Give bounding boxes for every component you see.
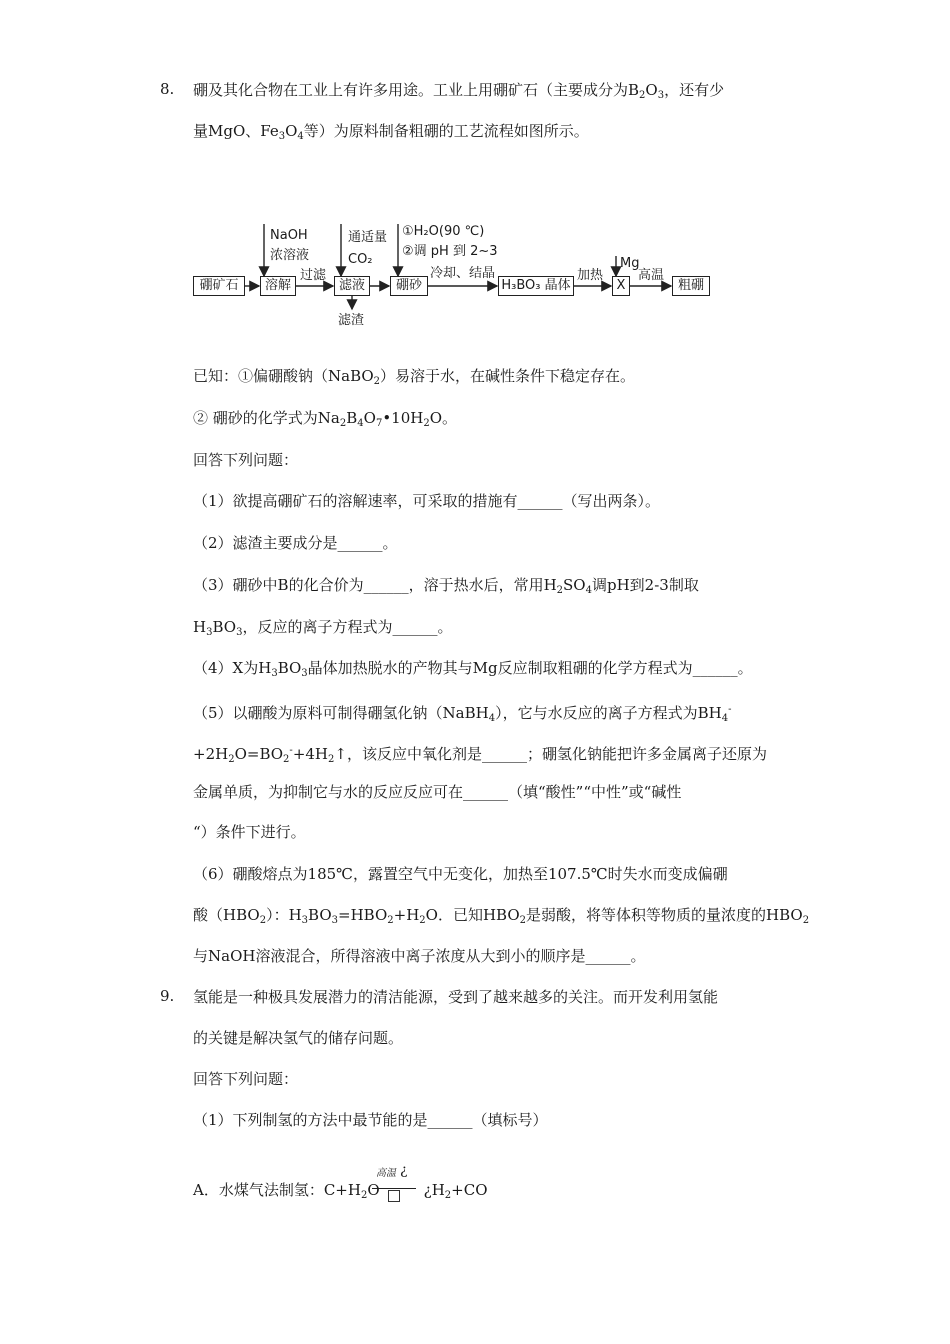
q8-known-2: ② 硼砂的化学式为$Na_2B_4O_7•10H_2O$。 <box>193 409 458 429</box>
box-filtrate: 滤液 <box>334 276 370 296</box>
box-boric-acid-crystal: H₃BO₃ 晶体 <box>498 276 574 296</box>
q8-sub5-line4: “）条件下进行。 <box>193 823 306 841</box>
box-x: X <box>612 276 630 296</box>
q8-intro-line2: 量MgO、$Fe_3O_4$等）为原料制备粗硼的工艺流程如图所示。 <box>193 122 589 142</box>
q9-option-a: A．水煤气法制氢：$C+H_2O$ ¿$H_2+CO$ <box>193 1181 488 1201</box>
label-filter: 过滤 <box>300 268 327 283</box>
label-appropriate-amount: 通适量 <box>348 230 388 245</box>
q9-intro-line1: 氢能是一种极具发展潜力的清洁能源，受到了越来越多的关注。而开发利用氢能 <box>193 988 719 1006</box>
box-crude-boron: 粗硼 <box>672 276 710 296</box>
reaction-condition-mark <box>372 1162 418 1202</box>
label-co2: CO₂ <box>348 252 373 267</box>
label-residue: 滤渣 <box>338 313 365 328</box>
q9-answer-prompt: 回答下列问题： <box>193 1070 299 1088</box>
label-adjust-ph: ②调 pH 到 2~3 <box>402 244 498 259</box>
label-concentrated-solution: 浓溶液 <box>270 248 310 263</box>
q8-sub2: （2）滤渣主要成分是______。 <box>193 534 398 552</box>
q8-sub4: （4）X为$H_3BO_3$晶体加热脱水的产物其与Mg反应制取粗硼的化学方程式为______。 <box>193 659 753 679</box>
process-flow-diagram <box>190 218 730 338</box>
q8-sub6-line1: （6）硼酸熔点为185℃，露置空气中无变化，加热至107.5℃时失水而变成偏硼 <box>193 865 728 883</box>
question-number-9: 9. <box>160 987 175 1005</box>
q8-answer-prompt: 回答下列问题： <box>193 451 299 469</box>
q9-intro-line2: 的关键是解决氢气的储存问题。 <box>193 1029 404 1047</box>
q8-sub6-line3: 与NaOH溶液混合，所得溶液中离子浓度从大到小的顺序是______。 <box>193 947 646 965</box>
q8-known-1: 已知：①偏硼酸钠（NaBO$_2$）易溶于水，在碱性条件下稳定存在。 <box>193 367 636 387</box>
label-water-90c: ①H₂O(90 ℃) <box>402 224 485 239</box>
box-borax: 硼砂 <box>390 276 428 296</box>
box-boron-ore: 硼矿石 <box>193 276 245 296</box>
condition-glyph: ¿ <box>400 1162 408 1178</box>
label-heat: 加热 <box>577 268 604 283</box>
q8-sub6-line2: 酸$(HBO_2)$：$H_3BO_3=HBO_2+H_2O$．已知$HBO_2$是弱酸，将等体积等物质的量浓度的$HBO_2$ <box>193 906 810 926</box>
label-cool-crystallize: 冷却、结晶 <box>430 266 496 281</box>
box-dissolve: 溶解 <box>260 276 296 296</box>
q8-sub5-line2: $+2H_2O=BO_2^-+4H_2↑$，该反应中氧化剂是______；硼氢化钠能把许多金属离子还原为 <box>193 745 767 765</box>
q8-intro-line1: 硼及其化合物在工业上有许多用途。工业上用硼矿石（主要成分为$B_2O_3$，还有少 <box>193 81 725 101</box>
q9-sub1: （1）下列制氢的方法中最节能的是______（填标号） <box>193 1111 548 1129</box>
condition-bar <box>372 1188 416 1189</box>
q8-sub3-line2: $H_3BO_3$，反应的离子方程式为______。 <box>193 618 453 638</box>
label-mg: Mg <box>620 256 640 271</box>
q8-sub5-line1: （5）以硼酸为原料可制得硼氢化钠（NaBH$_4$），它与水反应的离子方程式为$BH_4^-$ <box>193 704 732 724</box>
question-number-8: 8. <box>160 80 175 98</box>
q8-sub3-line1: （3）硼砂中B的化合价为______，溶于热水后，常用$H_2SO_4$调pH到2-3制取 <box>193 576 699 596</box>
condition-high-temp: 高温 <box>376 1168 396 1179</box>
q8-sub5-line3: 金属单质，为抑制它与水的反应反应可在______（填“酸性”“中性”或“碱性 <box>193 783 682 801</box>
q8-sub1: （1）欲提高硼矿石的溶解速率，可采取的措施有______（写出两条）。 <box>193 492 661 510</box>
label-high-temp: 高温 <box>638 268 665 283</box>
placeholder-box-icon <box>388 1190 400 1202</box>
label-naoh: NaOH <box>270 228 308 243</box>
